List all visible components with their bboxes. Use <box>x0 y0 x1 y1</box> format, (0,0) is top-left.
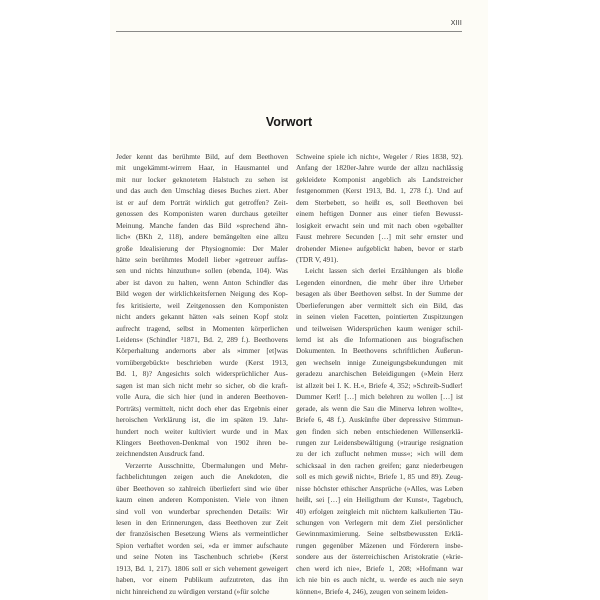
text-line: mit nur locker geknotetem Halstuch zu sehen ist <box>116 174 288 184</box>
text-line: sind voll von wunderbar sprechenden Details: Wir <box>116 506 288 516</box>
text-line: Faust mehrere Secunden […] mit sehr ernster und <box>296 232 463 242</box>
text-line: Gewinnmaximierung. Seine selbstbewussten Erklä- <box>296 529 463 539</box>
text-line: hundert noch weiter kultiviert wurde und in Max <box>116 426 288 436</box>
text-line: gen wechseln innige Zuneigungsbekundungen mit <box>296 357 463 367</box>
text-line: Schweine spiele ich nicht«, Wegeler / Ries 1838, 92). <box>296 152 463 161</box>
text-line: nisse höchster ethischer Ansprüche (»Alles, was Leben <box>296 483 463 493</box>
text-line: soll es mich gewiß nicht«, Briefe 1, 85 und 89). Zeug- <box>296 472 463 482</box>
text-line: Körperhaltung andernorts aber als »immer [et]was <box>116 346 288 356</box>
text-line: losigkeit erwacht sein und mit nach oben »geballter <box>296 220 463 230</box>
text-line: aber ist davon zu halten, wenn Anton Schindler das <box>116 277 288 287</box>
text-line: Leidens« (Schindler ³1871, Bd. 2, 289 f.). Beethovens <box>116 335 288 344</box>
text-line: ist allzeit bei I. K. H.«, Briefe 4, 352; »Schreib-Sudler! <box>296 380 463 390</box>
text-line: vornübergebückt« beschrieben wurde (Kerst 1913, <box>116 357 288 367</box>
text-line: Dummer Kerl! […] mich belehren zu wollen […] ist <box>296 392 463 402</box>
text-line: festgenommen (Kerst 1913, Bd. 1, 278 f.). Und auf <box>296 186 463 196</box>
header-rule <box>116 31 462 32</box>
running-head <box>116 18 462 32</box>
text-line: Leicht lassen sich derlei Erzählungen als bloße <box>305 266 463 276</box>
text-line: heroischen Verklärung ist, die im späten 19. Jahr- <box>116 415 288 425</box>
text-line: ist er auf dem Porträt wirklich gut getroffen? Zeit- <box>116 197 288 207</box>
text-line: Porträts) vermittelt, nicht doch eher das Ergebnis einer <box>116 403 288 413</box>
text-line: volle Aura, die sich hier (und in anderen Beethoven- <box>116 392 288 402</box>
text-line: fes kritisierte, weil Zeitgenossen den Komponisten <box>116 300 288 310</box>
text-line: 40) erfolgen zeitgleich mit nüchtern kalkulierten Täu- <box>296 506 463 516</box>
text-line: nicht anders gekannt hätten »als seinen Kopf stolz <box>116 312 288 322</box>
text-line: Legenden einordnen, die mehr über ihre Urheber <box>296 277 463 287</box>
right-text-column <box>296 151 463 597</box>
text-line: gekleidete Komponist angeblich als Landstreicher <box>296 174 463 184</box>
text-line: rungen gegenüber Mäzenen und Förderern insbe- <box>296 540 463 550</box>
text-line: fachbelichtungen zeigen auch die Anekdoten, die <box>116 472 288 482</box>
text-line: können«, Briefe 4, 246), zeugen von seinem leiden- <box>296 586 449 596</box>
text-line: über Beethoven so zahlreich überliefert sind wie über <box>116 483 288 493</box>
text-line: lich« (BKh 2, 118), andere bemängelten eine allzu <box>116 232 288 242</box>
text-line: Überlieferungen aber vermittelt sich ein Bild, das <box>296 300 463 310</box>
chapter-title: Vorwort <box>265 115 313 129</box>
text-line: heißt, sei […] ein Heiligthum der Kunst«, Tagebuch, <box>296 495 463 505</box>
text-line: Dokumenten. In Beethovens schriftlichen Äußerun- <box>296 346 463 356</box>
text-line: Verzerrte Ausschnitte, Übermalungen und Mehr- <box>125 460 288 470</box>
text-line: gerade, als wenn die Sau die Minerva lehren wollte«, <box>296 403 463 413</box>
text-line: dem Sterbebett, so heißt es, soll Beethoven bei <box>296 197 463 207</box>
text-line: Briefe 6, 48 f.). Auskünfte über depressive Stimmun- <box>296 415 463 425</box>
page-number: XIII <box>450 20 462 27</box>
text-line: und das auch den Umschlag dieses Buches ziert. Aber <box>116 186 288 196</box>
text-line: mit ungekämmt-wirrem Haar, in Hausmantel und <box>116 163 288 173</box>
text-line: Spion verhaftet worden sei, »da er immer aufschaute <box>116 540 288 550</box>
text-line: sagen ist man sich nicht mehr so sicher, ob die kraft- <box>116 380 288 390</box>
text-line: einem heftigen Donner aus einer tiefen Bewusst- <box>296 209 463 219</box>
text-line: sondere aus der österreichischen Aristokratie (»krie- <box>296 552 463 562</box>
text-line: schicksaal in den rachen greifen; ganz niederbeugen <box>296 460 463 470</box>
text-line: schungen von Verlegern mit dem Ziel persönlicher <box>296 518 463 527</box>
text-line: sen und nichts hinzuthun« sollen (ebenda, 104). Was <box>116 266 288 276</box>
text-line: große Idealisierung der Physiognomie: Der Maler <box>116 243 288 253</box>
text-line: Meinung. Manche fanden das Bild »sprechend ähn- <box>116 220 288 230</box>
text-line: aufrecht tragend, selbst in Momenten körperlichen <box>116 323 288 333</box>
text-line: Klingers Beethoven-Denkmal von 1902 ihren be- <box>116 437 288 447</box>
text-line: chen werd ich nie«, Briefe 1, 208; »Hofmann war <box>296 563 463 573</box>
text-line: Anfang der 1820er-Jahre wurde der allzu nachlässig <box>296 163 463 173</box>
text-line: haben, vor einem Publikum aufzutreten, das ihn <box>116 575 288 585</box>
text-line: nicht hinreichend zu würdigen verstand (»für solche <box>116 586 270 596</box>
left-text-column <box>116 151 288 597</box>
text-line: kaum einen anderen Komponisten. Viele von ihnen <box>116 495 288 505</box>
text-line: rungen zur Leidensbewältigung (»traurige resignation <box>296 437 463 447</box>
text-line: zu der ich zuflucht nehmen muss«; »ich will dem <box>296 449 463 459</box>
text-line: Jeder kennt das berühmte Bild, auf dem Beethoven <box>116 152 288 161</box>
text-line: und teilweisen Widersprüchen kaum weniger schil- <box>296 323 463 333</box>
text-line: genossen des Komponisten waren durchaus geteilter <box>116 209 288 219</box>
text-line: 1913, Bd. 1, 217). 1806 soll er sich vehement geweigert <box>116 563 288 573</box>
text-line: ich nie bin es auch nicht, u. werde es auch nie seyn <box>296 575 463 585</box>
text-line: zeichnendsten Ausdruck fand. <box>116 449 205 459</box>
text-line: lernd ist als die Informationen aus biografischen <box>296 335 463 344</box>
text-line: Bild wegen der wirklichkeitsfernen Neigung des Kop- <box>116 289 288 299</box>
text-line: lesen in den Erinnerungen, dass Beethoven zur Zeit <box>116 518 288 527</box>
text-line: hätte sein berühmtes Modell lieber »getreuer auffas- <box>116 254 288 264</box>
text-line: Bd. 1, 8)? Angesichts solch widersprüchlicher Aus- <box>116 369 288 379</box>
text-line: und seine Noten ins Taschenbuch schrieb« (Kerst <box>116 552 288 562</box>
text-line: gen finden sich neben entschiedenen Willenserklä- <box>296 426 463 436</box>
text-line: (TDR V, 491). <box>296 254 339 264</box>
text-line: drohender Miene« aufgeblickt haben, bevor er starb <box>296 243 463 253</box>
text-line: in seinen vielen Facetten, pointierten Zuspitzungen <box>296 312 463 322</box>
text-line: der französischen Besetzung Wiens als vermeintlicher <box>116 529 288 539</box>
text-line: geradezu anarchischen Beleidigungen (»Mein Herz <box>296 369 463 379</box>
text-line: besagen als über Beethoven selbst. In der Summe der <box>296 289 463 299</box>
